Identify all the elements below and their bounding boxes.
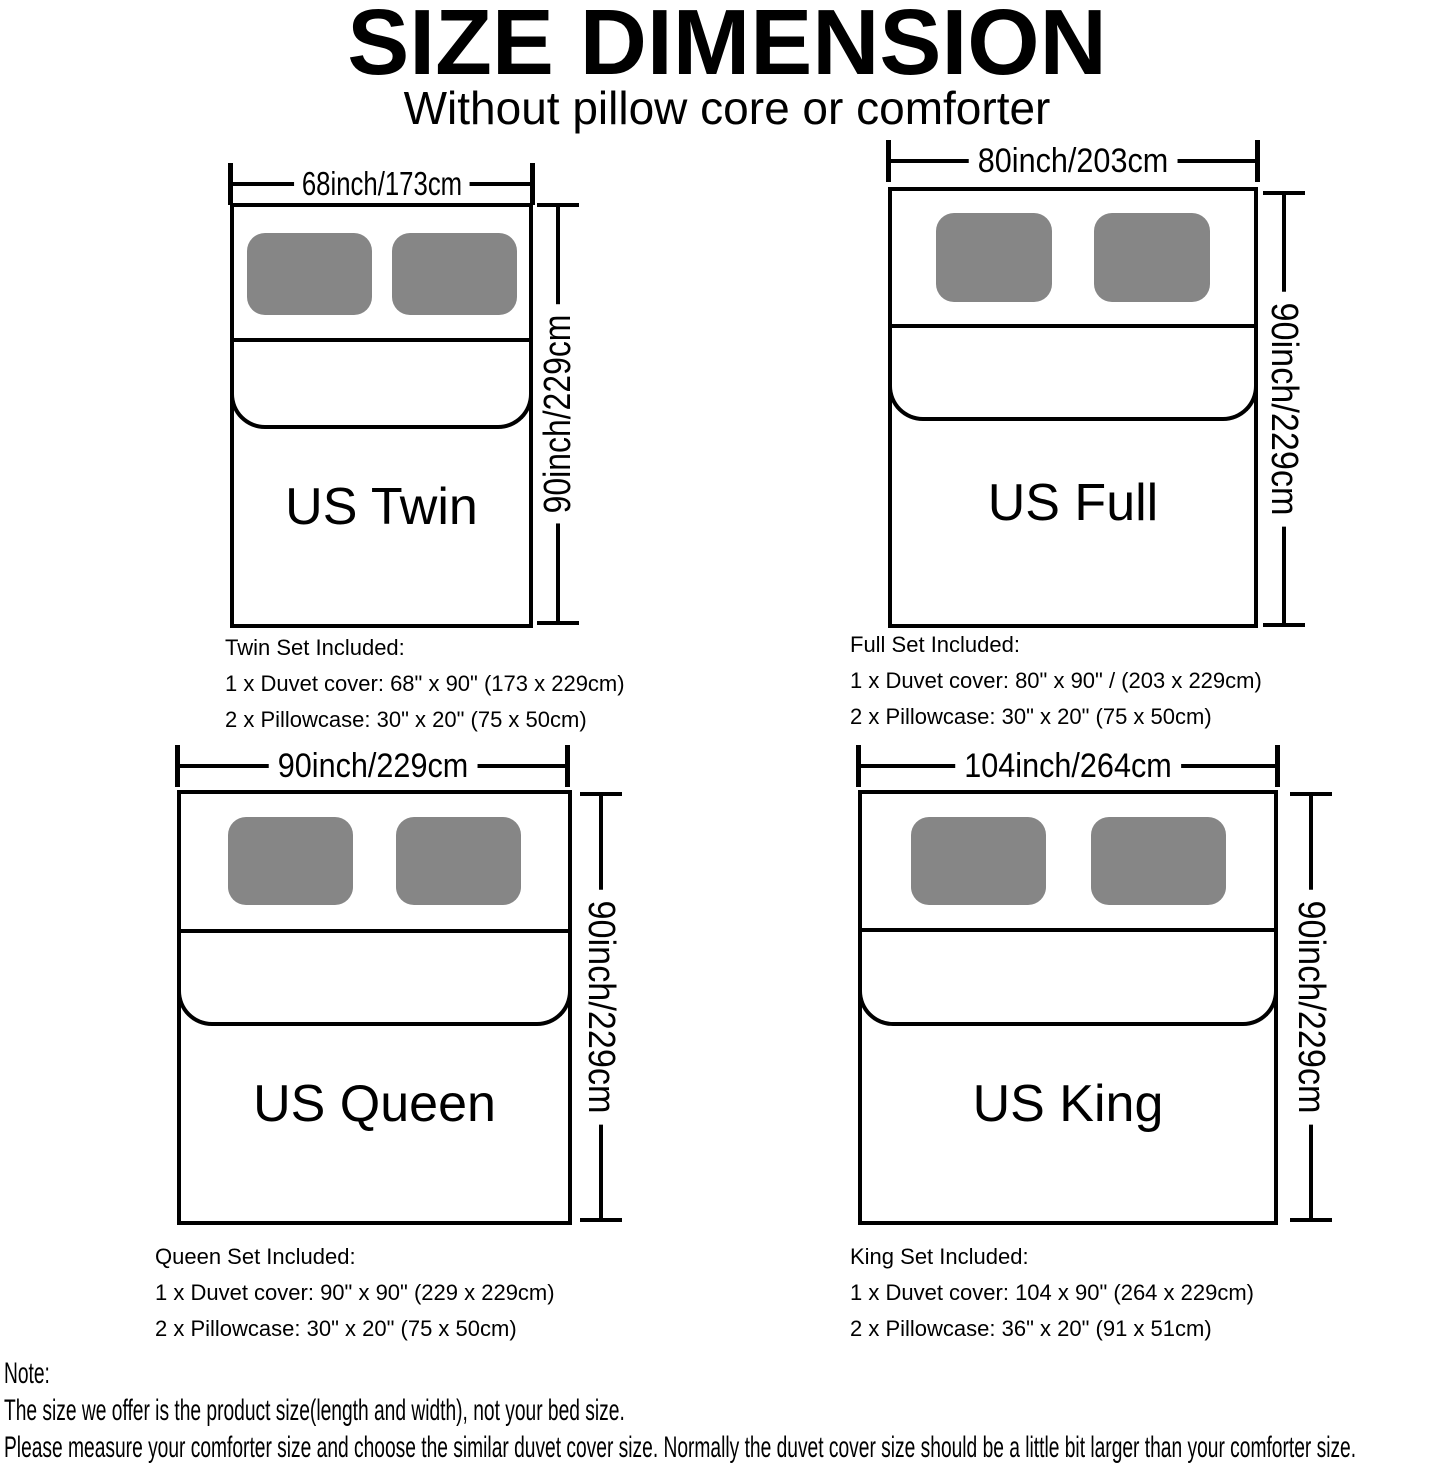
full-pillow-area <box>892 191 1254 328</box>
twin-bed-diagram <box>230 203 533 628</box>
note-line: Please measure your comforter size and choose the similar duvet cover size. Normally the duvet cover size should be a little bit larger than your comforter size. <box>4 1431 1357 1464</box>
page-title: SIZE DIMENSION <box>347 0 1107 94</box>
queen-width-dimension <box>175 745 570 787</box>
note-section <box>4 1355 1454 1466</box>
twin-pillow-area <box>234 207 529 342</box>
king-height-label: 90inch/229cm <box>1290 890 1332 1125</box>
king-bed-diagram <box>858 790 1278 1225</box>
pillow-icon <box>247 233 372 315</box>
full-set-line: 1 x Duvet cover: 80" x 90" / (203 x 229cm) <box>850 668 1262 693</box>
twin-label-area <box>234 429 529 624</box>
twin-set-line: 2 x Pillowcase: 30" x 20" (75 x 50cm) <box>225 707 587 732</box>
pillow-icon <box>228 817 353 905</box>
full-height-label: 90inch/229cm <box>1263 292 1305 527</box>
king-pillow-area <box>862 794 1274 932</box>
queen-set-details <box>155 1239 555 1347</box>
pillow-icon <box>1091 817 1226 905</box>
queen-size-label: US Queen <box>253 1074 496 1133</box>
full-height-dimension <box>1263 191 1305 627</box>
king-height-dimension <box>1290 792 1332 1222</box>
full-set-heading: Full Set Included: <box>850 632 1020 657</box>
queen-sheet-fold <box>177 933 572 1026</box>
queen-bed-diagram <box>177 790 572 1225</box>
king-width-label: 104inch/264cm <box>955 746 1181 786</box>
twin-width-dimension <box>228 163 535 205</box>
queen-set-line: 1 x Duvet cover: 90" x 90" (229 x 229cm) <box>155 1280 555 1305</box>
queen-height-dimension <box>580 792 622 1222</box>
queen-width-label: 90inch/229cm <box>268 746 477 786</box>
pillow-icon <box>1094 213 1210 302</box>
queen-set-line: 2 x Pillowcase: 30" x 20" (75 x 50cm) <box>155 1316 517 1341</box>
twin-set-line: 1 x Duvet cover: 68" x 90" (173 x 229cm) <box>225 671 625 696</box>
pillow-icon <box>936 213 1052 302</box>
twin-width-label: 68inch/173cm <box>294 164 470 204</box>
twin-sheet-fold <box>230 342 533 429</box>
full-width-dimension <box>886 140 1260 182</box>
page-subtitle: Without pillow core or comforter <box>403 82 1051 134</box>
queen-label-area <box>181 1026 568 1221</box>
full-size-label: US Full <box>987 473 1159 532</box>
full-width-label: 80inch/203cm <box>969 141 1178 181</box>
full-set-details <box>850 627 1262 735</box>
twin-set-details <box>225 630 625 738</box>
twin-height-label: 90inch/229cm <box>537 305 579 524</box>
king-set-line: 1 x Duvet cover: 104 x 90" (264 x 229cm) <box>850 1280 1255 1305</box>
king-label-area <box>862 1026 1274 1221</box>
full-set-line: 2 x Pillowcase: 30" x 20" (75 x 50cm) <box>850 704 1212 729</box>
queen-set-heading: Queen Set Included: <box>155 1244 356 1269</box>
king-set-heading: King Set Included: <box>850 1244 1029 1269</box>
king-size-label: US King <box>972 1074 1164 1133</box>
king-set-line: 2 x Pillowcase: 36" x 20" (91 x 51cm) <box>850 1316 1212 1341</box>
king-width-dimension <box>856 745 1280 787</box>
pillow-icon <box>911 817 1046 905</box>
queen-pillow-area <box>181 794 568 933</box>
twin-height-dimension <box>537 203 579 625</box>
queen-height-label: 90inch/229cm <box>580 890 622 1125</box>
note-line: The size we offer is the product size(length and width), not your bed size. <box>4 1394 625 1427</box>
pillow-icon <box>392 233 517 315</box>
full-sheet-fold <box>888 328 1258 421</box>
full-label-area <box>892 421 1254 624</box>
king-set-details <box>850 1239 1254 1347</box>
full-bed-diagram <box>888 187 1258 628</box>
pillow-icon <box>396 817 521 905</box>
king-sheet-fold <box>858 932 1278 1026</box>
note-heading: Note: <box>4 1357 50 1390</box>
twin-size-label: US Twin <box>285 477 478 536</box>
twin-set-heading: Twin Set Included: <box>225 635 405 660</box>
